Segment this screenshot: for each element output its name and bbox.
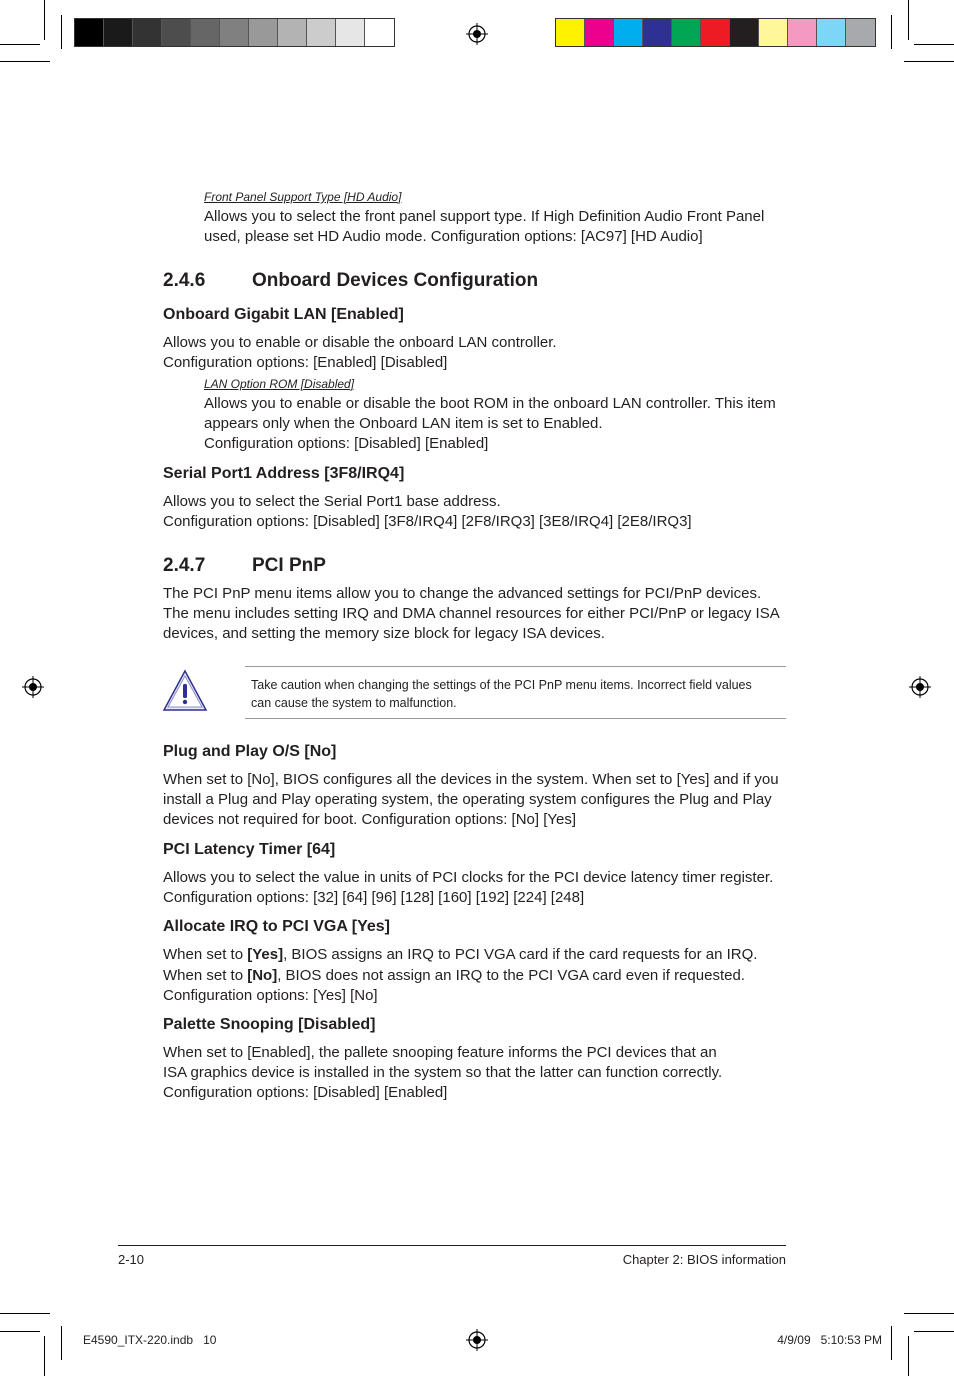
caution-top-rule — [245, 666, 786, 667]
color-swatch — [585, 19, 614, 46]
color-swatch — [846, 19, 875, 46]
color-swatch — [365, 19, 394, 46]
section-title: Onboard Devices Configuration — [252, 270, 539, 291]
text-run-bold: [Yes] — [247, 946, 284, 963]
caution-text: Take caution when changing the settings of the PCI PnP menu items. Incorrect field values — [251, 678, 752, 692]
crop-mark — [891, 15, 892, 49]
chapter-title: Chapter 2: BIOS information — [622, 1252, 786, 1267]
color-swatch — [249, 19, 278, 46]
crop-mark — [914, 1331, 954, 1332]
color-swatch — [701, 19, 730, 46]
item-text: Configuration options: [Yes] [No] — [163, 987, 378, 1004]
registration-mark-icon — [909, 676, 931, 698]
color-swatch — [614, 19, 643, 46]
crop-mark — [61, 1326, 62, 1360]
item-text: Configuration options: [Disabled] [Enabled] — [163, 1084, 448, 1101]
text-run: , BIOS does not assign an IRQ to the PCI VGA card even if requested. — [277, 967, 745, 984]
color-swatch — [133, 19, 162, 46]
color-swatch — [278, 19, 307, 46]
crop-mark — [61, 15, 62, 49]
crop-mark — [0, 44, 40, 45]
crop-mark — [891, 1326, 892, 1360]
item-heading: Serial Port1 Address [3F8/IRQ4] — [163, 465, 405, 482]
crop-mark — [0, 61, 50, 62]
color-calibration-bar — [555, 18, 876, 47]
item-text: Allows you to enable or disable the onboard LAN controller. — [163, 334, 557, 351]
item-text: devices not required for boot. Configuration options: [No] [Yes] — [163, 811, 577, 828]
crop-mark — [0, 1331, 40, 1332]
item-text: Allows you to enable or disable the boot ROM in the onboard LAN controller. This item — [204, 395, 776, 412]
item-text: Allows you to select the value in units of PCI clocks for the PCI device latency timer register. — [163, 869, 774, 886]
caution-icon — [162, 668, 208, 714]
color-swatch — [104, 19, 133, 46]
item-text: ISA graphics device is installed in the system so that the latter can function correctly. — [163, 1064, 723, 1081]
intro-text: The menu includes setting IRQ and DMA channel resources for either PCI/PnP or legacy ISA — [163, 605, 780, 622]
registration-mark-icon — [466, 1329, 488, 1351]
color-swatch — [672, 19, 701, 46]
color-swatch — [788, 19, 817, 46]
text-run-bold: [No] — [247, 967, 278, 984]
crop-mark — [44, 0, 45, 40]
text-run: , BIOS assigns an IRQ to PCI VGA card if the card requests for an IRQ. — [283, 946, 758, 963]
item-heading: Allocate IRQ to PCI VGA [Yes] — [163, 918, 391, 935]
lan-rom-label: LAN Option ROM [Disabled] — [204, 377, 355, 391]
color-swatch — [220, 19, 249, 46]
item-text: appears only when the Onboard LAN item is set to Enabled. — [204, 415, 603, 432]
front-panel-label: Front Panel Support Type [HD Audio] — [204, 190, 402, 204]
color-swatch — [336, 19, 365, 46]
text-run: When set to — [163, 967, 248, 984]
color-swatch — [191, 19, 220, 46]
crop-mark — [904, 1313, 954, 1314]
slug-date: 4/9/09 5:10:53 PM — [777, 1333, 882, 1347]
section-number: 2.4.6 — [163, 270, 206, 291]
color-swatch — [307, 19, 336, 46]
item-text: When set to [Enabled], the pallete snooping feature informs the PCI devices that an — [163, 1044, 717, 1061]
item-text: When set to [No], BIOS configures all the devices in the system. When set to [Yes] and if you — [163, 771, 779, 788]
section-title: PCI PnP — [252, 555, 326, 576]
crop-mark — [904, 61, 954, 62]
intro-text: devices, and setting the memory size block for legacy ISA devices. — [163, 625, 605, 642]
registration-mark-icon — [22, 676, 44, 698]
item-text — [163, 966, 745, 986]
section-number: 2.4.7 — [163, 555, 206, 576]
text-run: When set to — [163, 946, 248, 963]
item-heading: PCI Latency Timer [64] — [163, 841, 336, 858]
color-swatch — [759, 19, 788, 46]
color-swatch — [75, 19, 104, 46]
color-swatch — [817, 19, 846, 46]
front-panel-line: Allows you to select the front panel support type. If High Definition Audio Front Panel — [204, 208, 765, 225]
item-text: install a Plug and Play operating system, the operating system configures the Plug and Play — [163, 791, 772, 808]
intro-text: The PCI PnP menu items allow you to change the advanced settings for PCI/PnP devices. — [163, 585, 762, 602]
crop-mark — [908, 1336, 909, 1376]
page-number: 2-10 — [118, 1252, 145, 1267]
front-panel-line: used, please set HD Audio mode. Configuration options: [AC97] [HD Audio] — [204, 228, 703, 245]
caution-text: can cause the system to malfunction. — [251, 696, 457, 710]
item-heading: Onboard Gigabit LAN [Enabled] — [163, 306, 404, 323]
item-text — [163, 945, 757, 965]
crop-mark — [914, 44, 954, 45]
slug-filename: E4590_ITX-220.indb 10 — [83, 1333, 217, 1347]
grayscale-calibration-bar — [74, 18, 395, 47]
item-heading: Palette Snooping [Disabled] — [163, 1016, 376, 1033]
color-swatch — [162, 19, 191, 46]
item-text: Configuration options: [Disabled] [3F8/IRQ4] [2F8/IRQ3] [3E8/IRQ4] [2E8/IRQ3] — [163, 513, 692, 530]
item-heading: Plug and Play O/S [No] — [163, 743, 337, 760]
color-swatch — [643, 19, 672, 46]
footer-rule — [118, 1245, 786, 1246]
item-text: Configuration options: [32] [64] [96] [128] [160] [192] [224] [248] — [163, 889, 585, 906]
crop-mark — [908, 0, 909, 40]
item-text: Configuration options: [Disabled] [Enabled] — [204, 435, 489, 452]
crop-mark — [44, 1336, 45, 1376]
item-text: Allows you to select the Serial Port1 base address. — [163, 493, 501, 510]
caution-bottom-rule — [245, 718, 786, 719]
crop-mark — [0, 1313, 50, 1314]
color-swatch — [730, 19, 759, 46]
registration-mark-icon — [466, 23, 488, 45]
item-text: Configuration options: [Enabled] [Disabled] — [163, 354, 448, 371]
color-swatch — [556, 19, 585, 46]
